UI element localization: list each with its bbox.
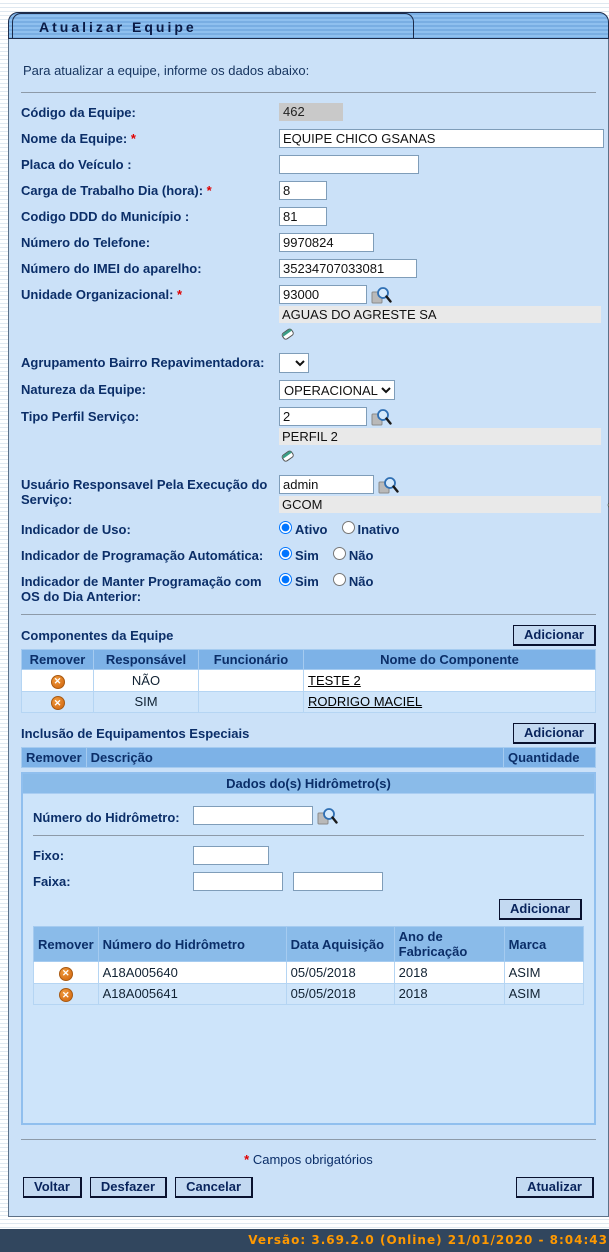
col-data-aquisicao: Data Aquisição [286,927,394,962]
col-remover: Remover [34,927,99,962]
data-cell: 05/05/2018 [286,962,394,984]
row-unidade [21,285,596,346]
atualizar-equipe-panel [8,12,609,1217]
ddd-label: Codigo DDD do Município : [21,209,190,224]
uso-inativo-radio[interactable] [342,521,355,534]
usuario-code-input[interactable] [279,475,374,494]
hidrometro-table [33,926,584,1005]
faixa-de-input[interactable] [193,872,283,891]
prog-sim-radio[interactable] [279,547,292,560]
faixa-ate-input[interactable] [293,872,383,891]
version-text: Versão: 3.69.2.0 (Online) 21/01/2020 - 8:04:43 [248,1233,608,1247]
table-row [34,983,584,1005]
perfil-code-input[interactable] [279,407,367,426]
carga-label: Carga de Trabalho Dia (hora): [21,183,204,198]
col-descricao: Descrição [86,748,503,768]
panel-title-tab [12,13,414,39]
panel-body [8,39,609,1217]
unidade-code-input[interactable] [279,285,367,304]
faixa-label: Faixa: [33,874,71,889]
row-placa [21,155,596,174]
usuario-lookup-icon[interactable] [378,476,399,494]
ddd-input[interactable] [279,207,327,226]
col-funcionario: Funcionário [199,650,304,670]
componentes-table [21,649,596,713]
hidrometro-panel [21,772,596,1125]
funcionario-cell [199,670,304,692]
manter-nao-label: Não [348,574,374,589]
col-remover: Remover [22,748,87,768]
prog-nao-label: Não [348,548,374,563]
componentes-adicionar-button[interactable]: Adicionar [513,625,596,646]
codigo-value: 462 [279,103,343,121]
perfil-lookup-icon[interactable] [371,408,392,426]
remove-icon[interactable]: ✕ [51,675,65,689]
required-marker: * [244,1152,250,1167]
manter-nao-radio[interactable] [333,573,346,586]
table-row [22,670,596,692]
row-carga [21,181,596,200]
divider [21,1139,596,1140]
col-remover: Remover [22,650,94,670]
unidade-descricao: AGUAS DO AGRESTE SA [279,306,601,323]
hidrometro-empty-space [33,1005,584,1123]
row-telefone [21,233,596,252]
required-marker: * [177,287,183,302]
required-note [21,1152,596,1167]
row-codigo [21,103,596,122]
funcionario-cell [199,691,304,713]
bottom-buttons [23,1177,594,1198]
table-row [34,962,584,984]
unidade-lookup-icon[interactable] [371,286,392,304]
carga-input[interactable] [279,181,327,200]
telefone-input[interactable] [279,233,374,252]
prog-sim-label: Sim [295,548,319,563]
row-usuario [21,475,596,513]
hidrometro-adicionar-button[interactable]: Adicionar [499,899,582,920]
marca-cell: ASIM [504,983,583,1005]
fixo-input[interactable] [193,846,269,865]
imei-input[interactable] [279,259,417,278]
numero-hidrometro-label: Número do Hidrômetro: [33,810,180,825]
col-responsavel: Responsável [94,650,199,670]
nome-input[interactable] [279,129,604,148]
panel-titlebar [8,12,609,39]
required-marker: * [206,183,212,198]
hidrometro-panel-title: Dados do(s) Hidrômetro(s) [23,774,594,794]
row-nome [21,129,596,148]
divider [21,614,596,615]
divider [21,92,596,93]
perfil-eraser-icon[interactable] [279,447,297,465]
indicador-uso-label: Indicador de Uso: [21,522,131,537]
row-perfil [21,407,596,468]
imei-label: Número do IMEI do aparelho: [21,261,202,276]
remove-icon[interactable]: ✕ [51,696,65,710]
row-fixo [33,846,584,865]
data-cell: 05/05/2018 [286,983,394,1005]
numero-cell: A18A005641 [98,983,286,1005]
manter-sim-radio[interactable] [279,573,292,586]
version-statusbar [0,1229,609,1252]
required-marker: * [130,131,136,146]
unidade-label: Unidade Organizacional: [21,287,174,302]
remove-icon[interactable]: ✕ [59,988,73,1002]
uso-ativo-radio[interactable] [279,521,292,534]
responsavel-cell: SIM [94,691,199,713]
col-marca: Marca [504,927,583,962]
cancelar-button[interactable]: Cancelar [175,1177,253,1198]
equipamentos-section-header [21,723,596,744]
equipamentos-table [21,747,596,768]
col-numero-hidrometro: Número do Hidrômetro [98,927,286,962]
componente-link[interactable]: TESTE 2 [308,672,361,688]
ano-cell: 2018 [394,962,504,984]
natureza-label: Natureza da Equipe: [21,382,146,397]
nome-label: Nome da Equipe: [21,131,128,146]
row-indicador-uso [21,520,596,539]
telefone-label: Número do Telefone: [21,235,151,250]
col-nome-componente: Nome do Componente [304,650,596,670]
componentes-section-header [21,625,596,646]
usuario-eraser-icon[interactable] [605,495,609,513]
row-indicador-manter [21,572,596,604]
placa-input[interactable] [279,155,419,174]
numero-cell: A18A005640 [98,962,286,984]
row-numero-hidrometro [33,806,584,825]
row-indicador-prog [21,546,596,565]
usuario-descricao: GCOM [279,496,601,513]
equipamentos-adicionar-button[interactable]: Adicionar [513,723,596,744]
intro-text: Para atualizar a equipe, informe os dados abaixo: [23,63,310,78]
uso-inativo-label: Inativo [357,522,400,537]
agrupamento-select[interactable] [279,353,309,373]
required-note-text: Campos obrigatórios [252,1152,373,1167]
uso-ativo-label: Ativo [295,522,328,537]
row-ddd [21,207,596,226]
hidrometro-lookup-icon[interactable] [317,807,338,825]
col-quantidade: Quantidade [504,748,596,768]
row-agrupamento [21,353,596,373]
placa-label: Placa do Veículo : [21,157,132,172]
numero-hidrometro-input[interactable] [193,806,313,825]
row-natureza [21,380,596,400]
agrupamento-label: Agrupamento Bairro Repavimentadora: [21,355,265,370]
table-row [22,691,596,713]
usuario-label: Usuário Responsavel Pela Execução do Serviço: [21,477,268,507]
unidade-eraser-icon[interactable] [279,325,297,343]
manter-sim-label: Sim [295,574,319,589]
codigo-label: Código da Equipe: [21,105,136,120]
remove-icon[interactable]: ✕ [59,967,73,981]
row-faixa [33,872,584,891]
voltar-button[interactable]: Voltar [23,1177,82,1198]
prog-nao-radio[interactable] [333,547,346,560]
componente-link[interactable]: RODRIGO MACIEL [308,694,423,710]
row-imei [21,259,596,278]
desfazer-button[interactable]: Desfazer [90,1177,167,1198]
col-ano-fabricacao: Ano de Fabricação [394,927,504,962]
perfil-descricao: PERFIL 2 [279,428,601,445]
fixo-label: Fixo: [33,848,65,863]
natureza-select[interactable] [279,380,395,400]
responsavel-cell: NÃO [94,670,199,692]
page-title: Atualizar Equipe [39,18,197,35]
componentes-title: Componentes da Equipe [21,628,174,643]
atualizar-button[interactable]: Atualizar [516,1177,594,1198]
marca-cell: ASIM [504,962,583,984]
indicador-prog-label: Indicador de Programação Automática: [21,548,264,563]
indicador-manter-label: Indicador de Manter Programação com OS do Dia Anterior: [21,574,262,604]
divider [33,835,584,836]
ano-cell: 2018 [394,983,504,1005]
perfil-label: Tipo Perfil Serviço: [21,409,140,424]
equipamentos-title: Inclusão de Equipamentos Especiais [21,726,250,741]
